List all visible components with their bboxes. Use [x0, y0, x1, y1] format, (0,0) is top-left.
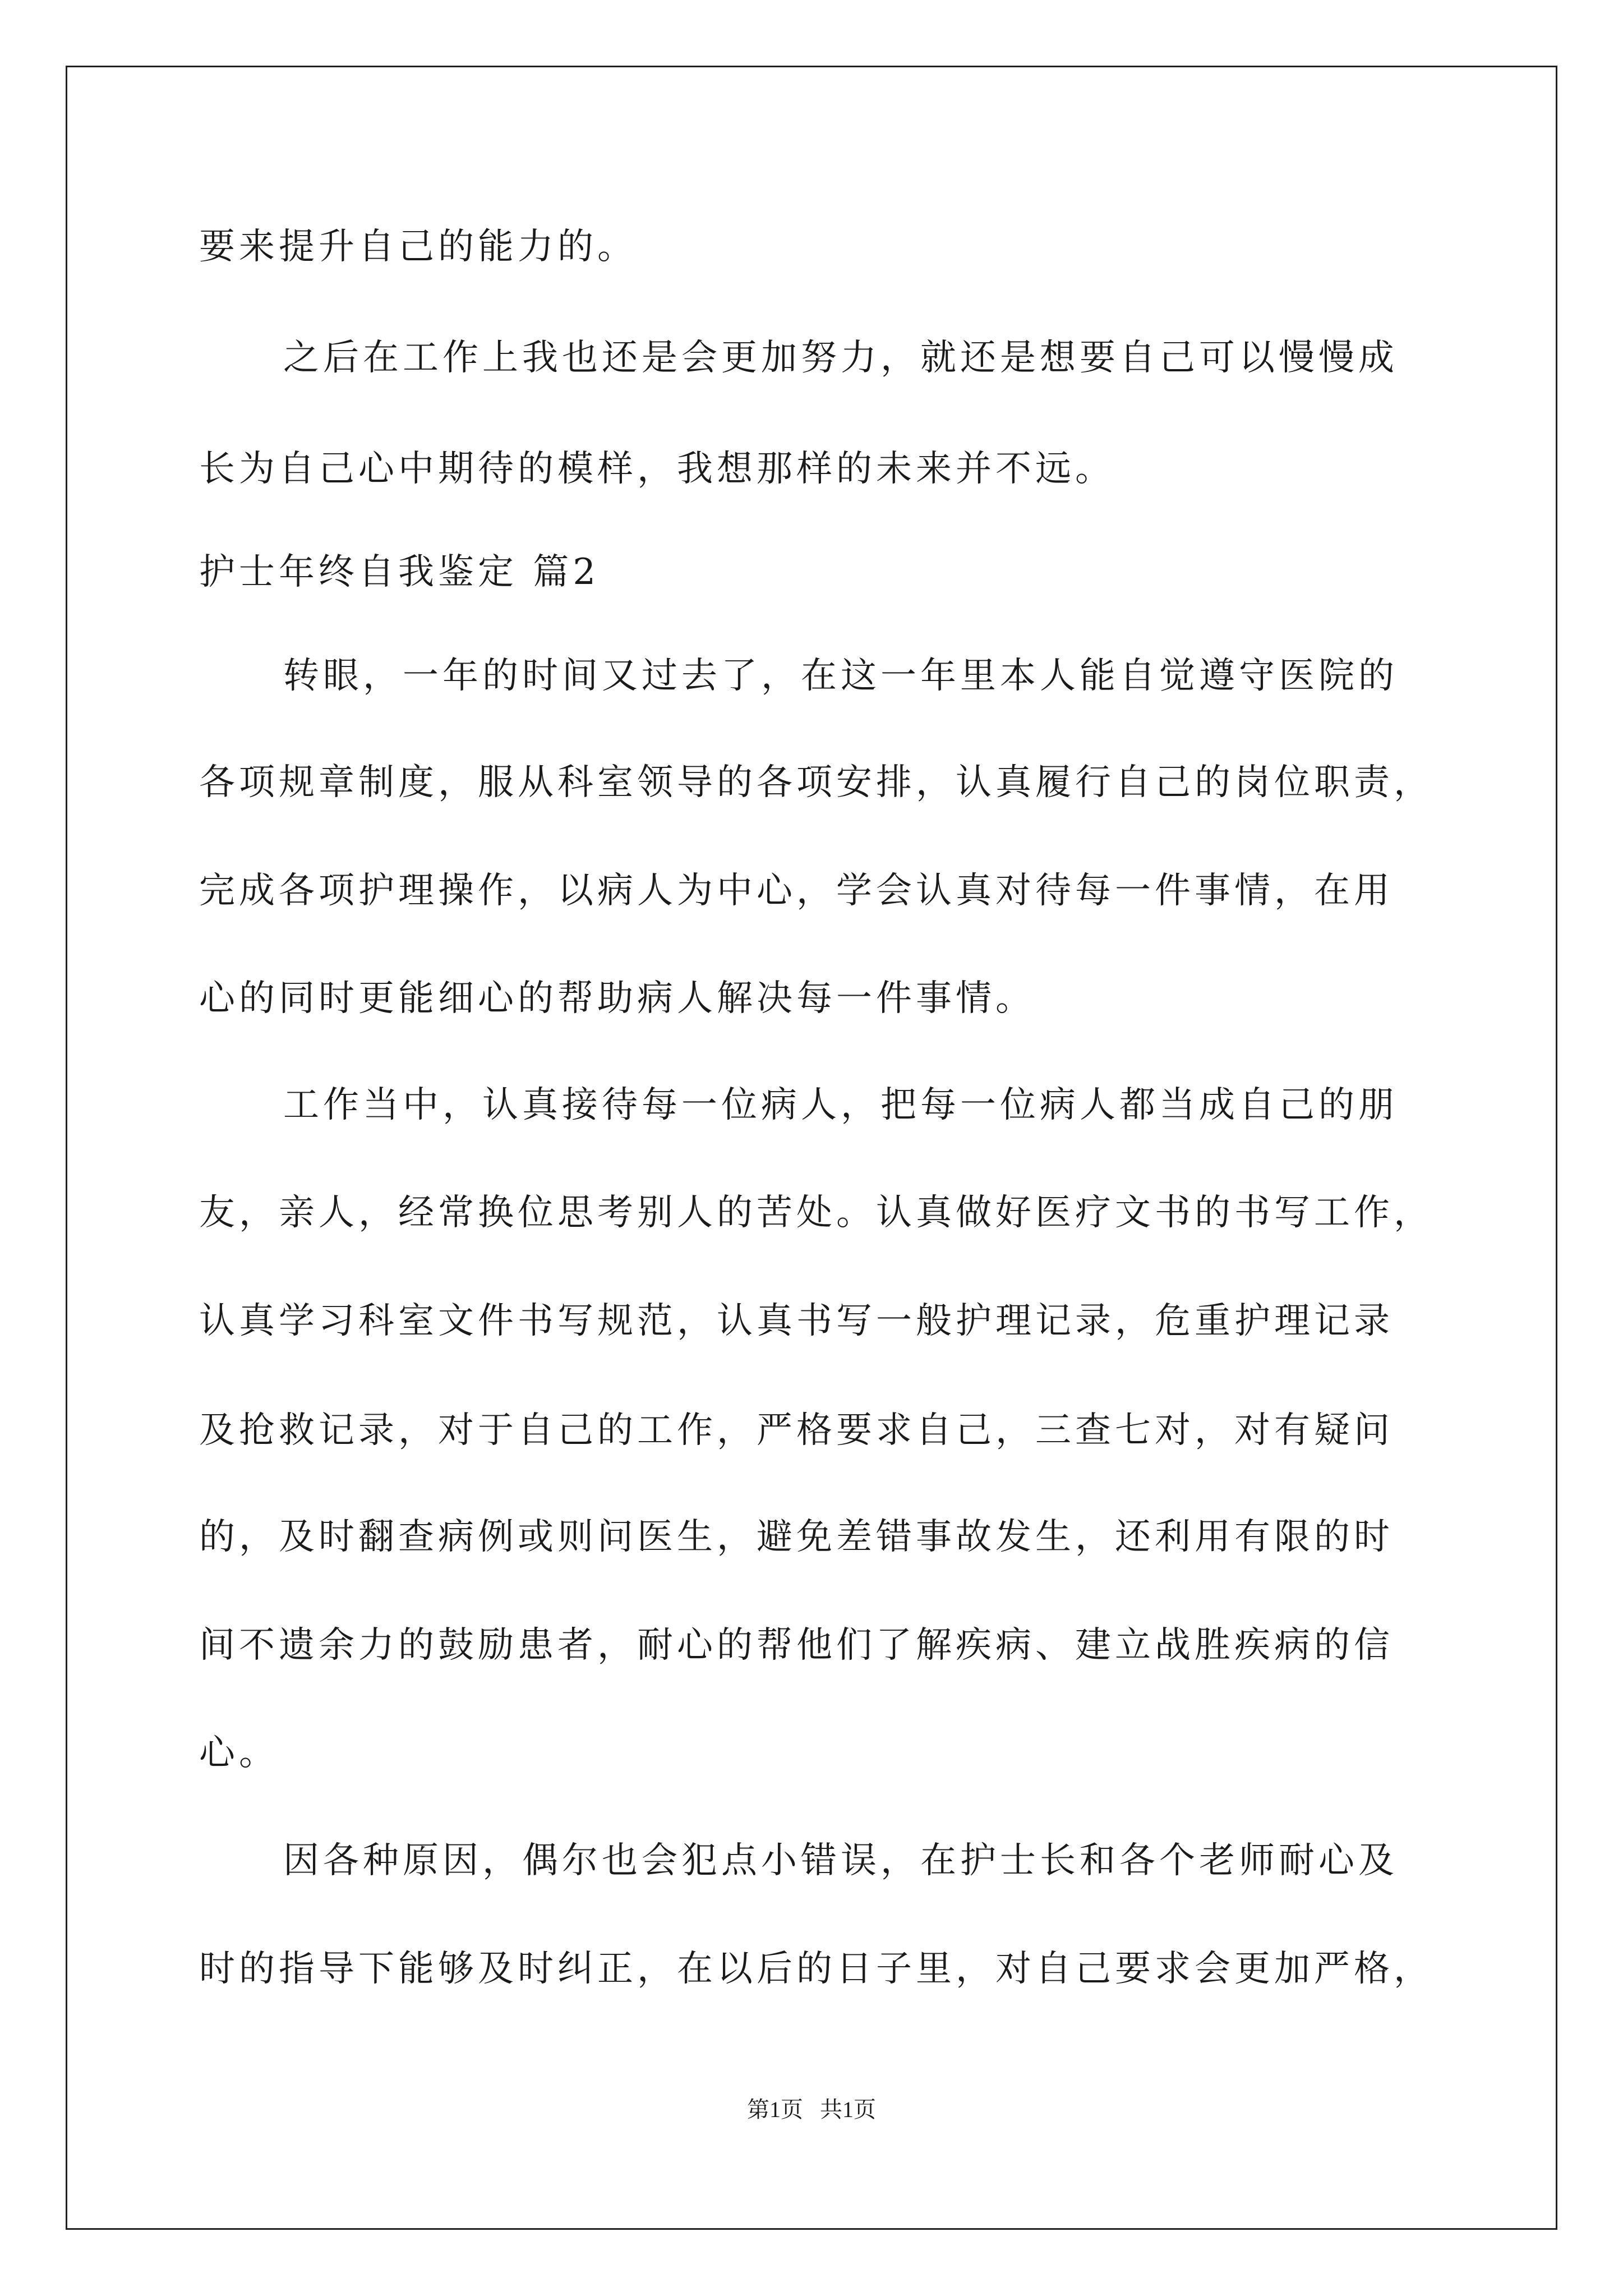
body-text-line: 及抢救记录，对于自己的工作，严格要求自己，三查七对，对有疑问 — [199, 1410, 1394, 1451]
body-text-line: 认真学习科室文件书写规范，认真书写一般护理记录，危重护理记录 — [199, 1300, 1394, 1342]
body-text-line: 工作当中，认真接待每一位病人，把每一位病人都当成自己的朋 — [283, 1084, 1398, 1126]
body-text-line: 因各种原因，偶尔也会犯点小错误，在护士长和各个老师耐心及 — [283, 1840, 1398, 1881]
section-heading: 护士年终自我鉴定 篇2 — [199, 551, 600, 593]
body-text-line: 心。 — [199, 1732, 279, 1774]
body-text-line: 心的同时更能细心的帮助病人解决每一件事情。 — [199, 978, 1035, 1019]
body-text-line: 长为自己心中期待的模样，我想那样的未来并不远。 — [199, 448, 1115, 490]
body-text-line: 时的指导下能够及时纠正，在以后的日子里，对自己要求会更加严格， — [199, 1948, 1433, 1990]
body-text-line: 之后在工作上我也还是会更加努力，就还是想要自己可以慢慢成 — [283, 337, 1398, 379]
body-text-line: 完成各项护理操作，以病人为中心，学会认真对待每一件事情，在用 — [199, 870, 1394, 912]
page-footer: 第1页 共1页 — [747, 2097, 876, 2122]
body-text-line: 要来提升自己的能力的。 — [199, 226, 637, 268]
page-border — [66, 66, 1557, 2230]
body-text-line: 间不遗余力的鼓励患者，耐心的帮他们了解疾病、建立战胜疾病的信 — [199, 1625, 1394, 1666]
body-text-line: 转眼，一年的时间又过去了，在这一年里本人能自觉遵守医院的 — [283, 655, 1398, 697]
body-text-line: 友，亲人，经常换位思考别人的苦处。认真做好医疗文书的书写工作， — [199, 1192, 1433, 1234]
body-text-line: 的，及时翻查病例或则问医生，避免差错事故发生，还利用有限的时 — [199, 1516, 1394, 1558]
body-text-line: 各项规章制度，服从科室领导的各项安排，认真履行自己的岗位职责， — [199, 762, 1433, 803]
